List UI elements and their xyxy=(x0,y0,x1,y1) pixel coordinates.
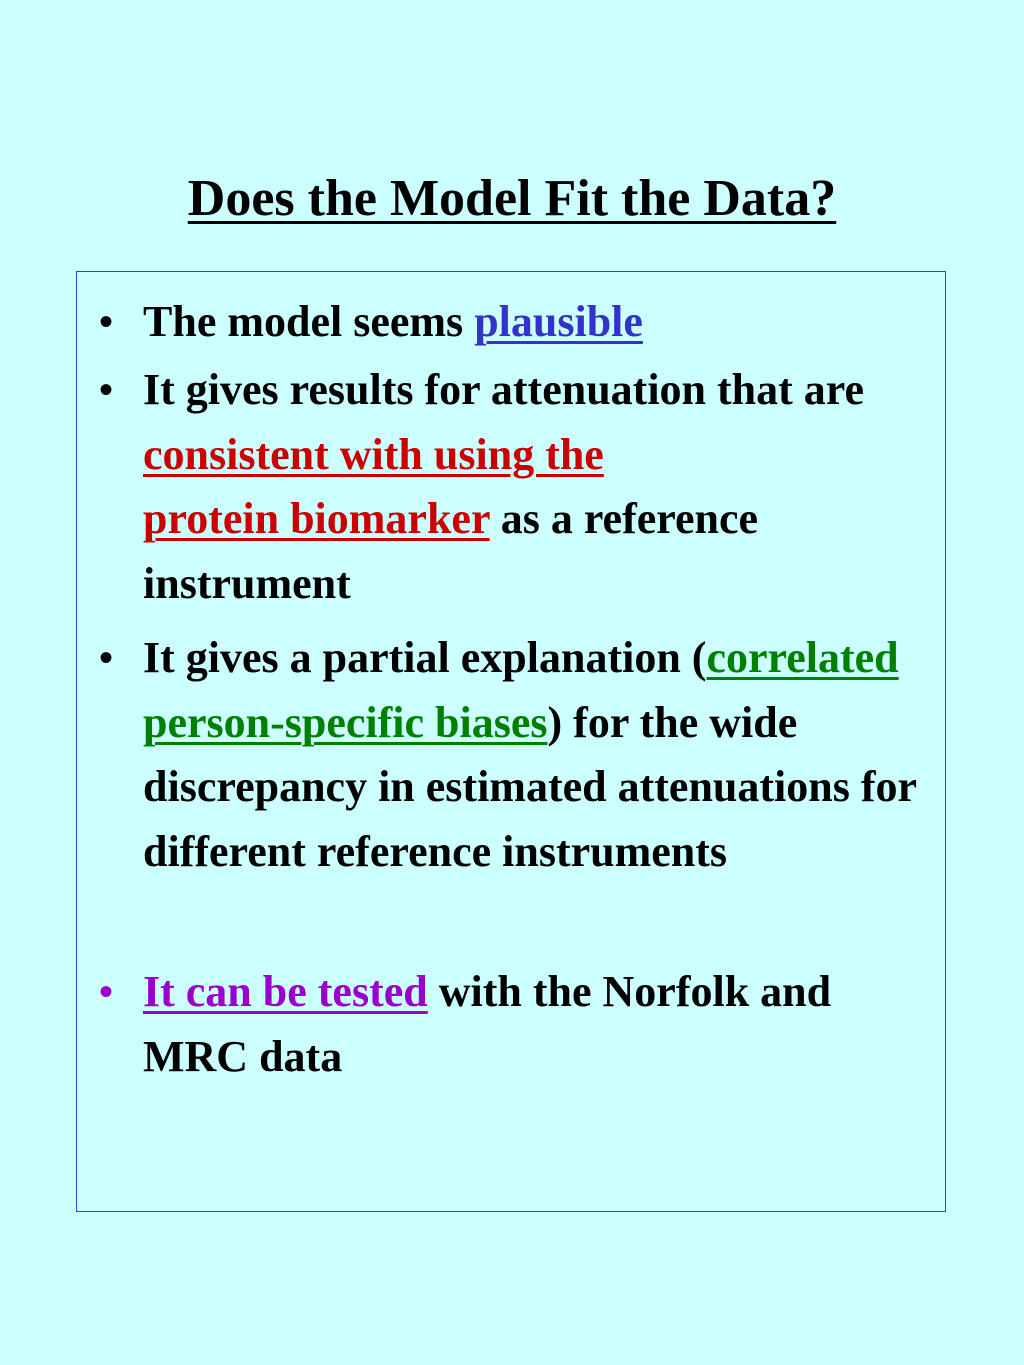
bullet-2-pre: It gives results for attenuation that are xyxy=(143,365,865,414)
bullet-1-pre: The model seems xyxy=(143,297,475,346)
bullet-2-post: as a reference instrument xyxy=(143,494,759,608)
bullet-text-4 xyxy=(143,960,938,1089)
content-box xyxy=(76,271,946,1212)
bullet-icon: • xyxy=(99,635,114,680)
consistent-link-line2[interactable]: protein biomarker xyxy=(143,494,490,543)
consistent-link-line1[interactable]: consistent with using the xyxy=(143,429,604,479)
slide-title xyxy=(0,162,1024,236)
correlated-biases-link[interactable]: correlated person-specific biases xyxy=(143,633,899,747)
bullet-icon: • xyxy=(99,367,114,412)
bullet-text-2 xyxy=(143,358,938,616)
bullet-icon: • xyxy=(99,299,114,344)
plausible-link[interactable]: plausible xyxy=(474,297,643,346)
bullet-text-3 xyxy=(143,626,938,884)
bullet-4-post: with the Norfolk and MRC data xyxy=(143,967,832,1081)
slide-title-text: Does the Model Fit the Data? xyxy=(187,170,837,227)
bullet-text-1 xyxy=(143,290,938,355)
bullet-3-post: ) for the wide discrepancy in estimated attenuations for different reference instruments xyxy=(143,697,917,876)
bullet-icon: • xyxy=(99,969,114,1014)
bullet-3-pre: It gives a partial explanation ( xyxy=(143,633,707,682)
can-be-tested-link[interactable]: It can be tested xyxy=(143,967,428,1016)
